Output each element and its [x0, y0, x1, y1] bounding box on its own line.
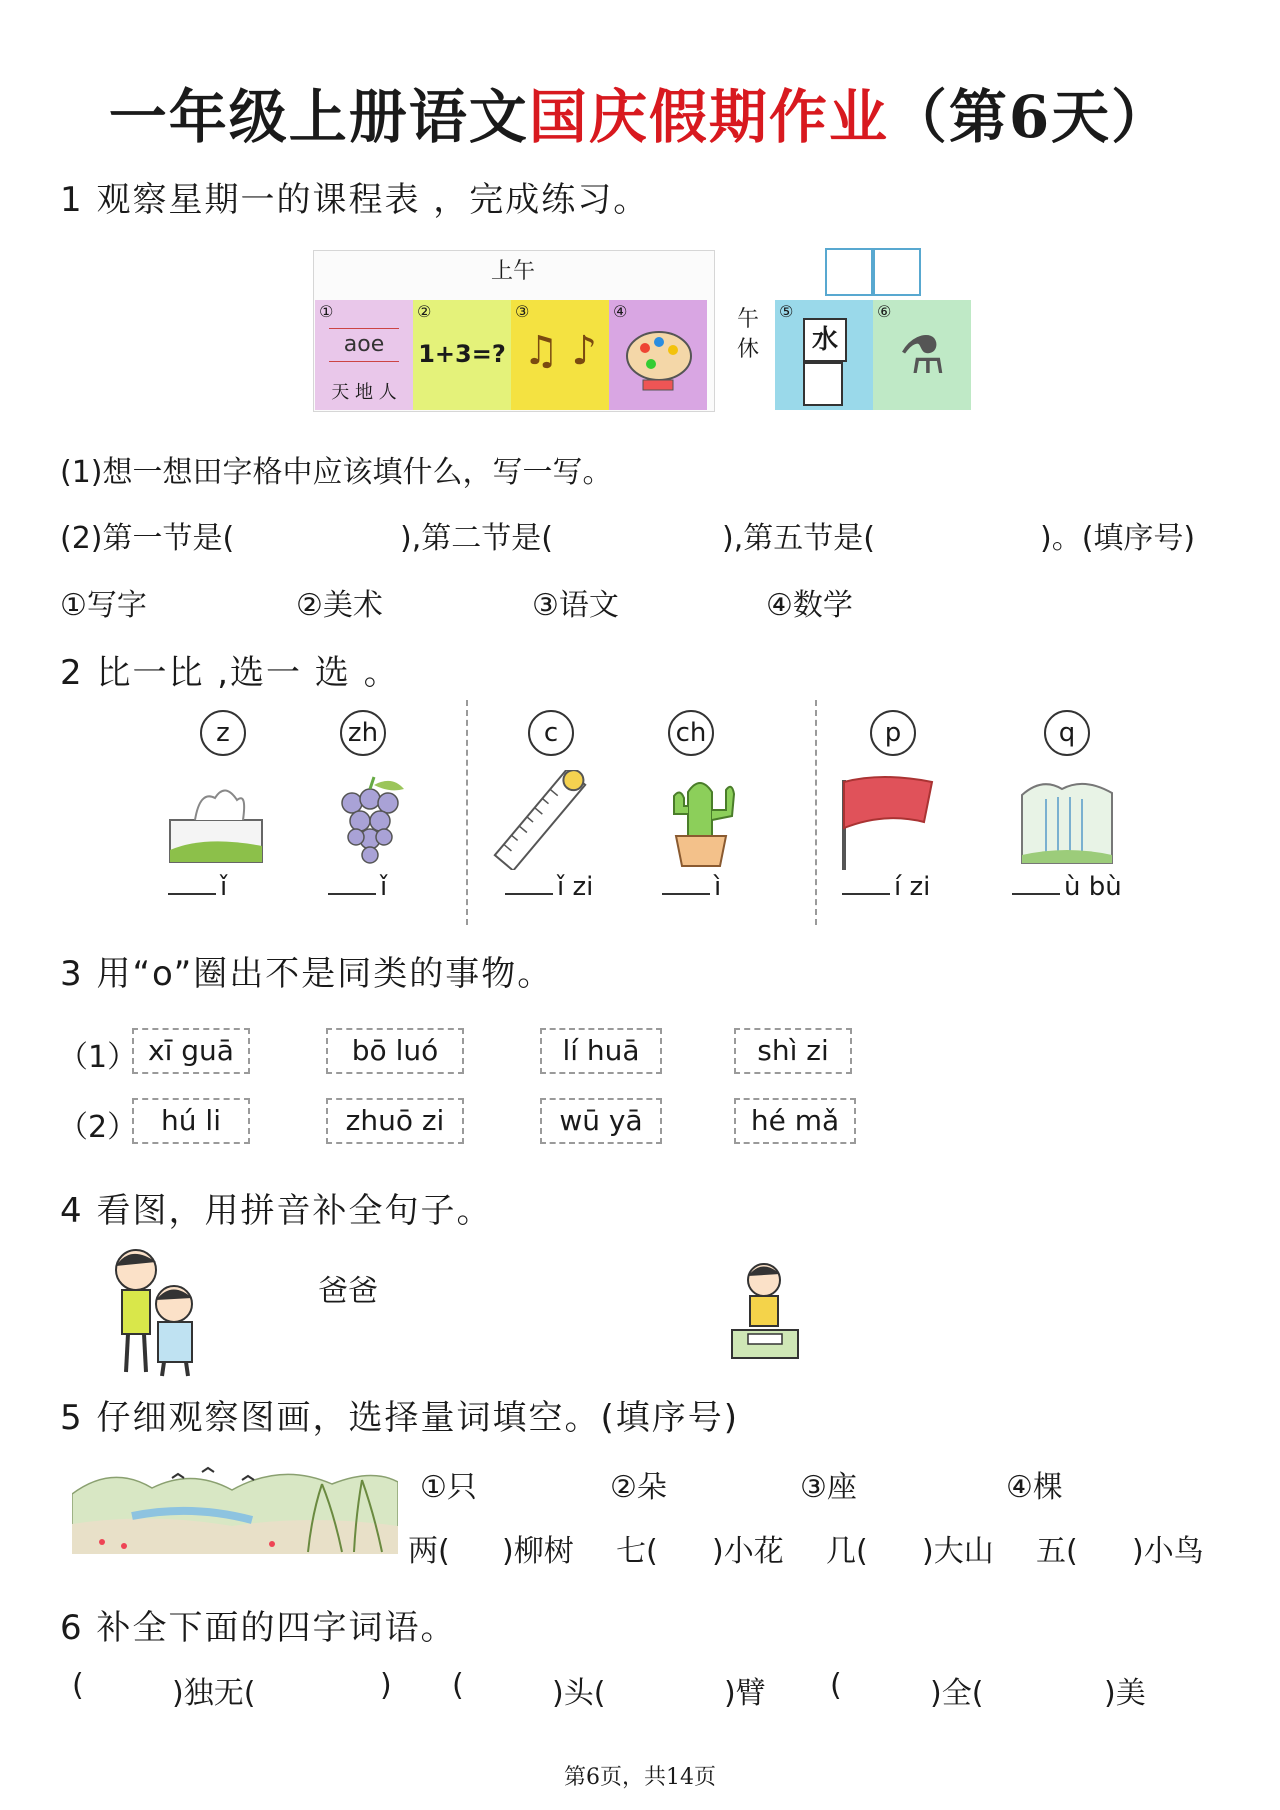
q6-item-2-b: )头(	[552, 1676, 606, 1711]
landscape-illustration	[72, 1454, 398, 1554]
music-note-icon: ♫ ♪	[522, 328, 598, 374]
pinyin-tail: í zi	[894, 872, 931, 902]
calligraphy-char: 水	[803, 318, 847, 362]
q5-heading: 5 仔细观察图画，选择量词填空。(填序号)	[60, 1398, 739, 1438]
letter-circle-p: p	[870, 710, 916, 756]
q6-item-3-b: )全(	[930, 1676, 984, 1711]
letter-circle-q: q	[1044, 710, 1090, 756]
cell-number: ⑥	[877, 302, 892, 321]
q2-heading: 2 比一比 ,选一 选 。	[60, 653, 400, 693]
pinyin-tail: ǐ	[380, 872, 388, 902]
q3-word-option[interactable]: wū yā	[540, 1098, 662, 1144]
q5-blank-2-pre: 七(	[616, 1534, 658, 1569]
tianzige-box-2[interactable]	[873, 248, 921, 296]
q1-sub2-part-d: )。(填序号)	[1040, 521, 1196, 556]
q5-blank-4-post: )小鸟	[1132, 1534, 1204, 1569]
q6-item-2-c: )臂	[724, 1676, 766, 1711]
grapes-icon	[330, 775, 410, 865]
q1-option-1: ①写字	[60, 588, 147, 623]
writing-grid-icon	[803, 362, 843, 406]
q2-blank-c[interactable]	[505, 872, 593, 902]
q3-row-1-label: （1）	[58, 1040, 138, 1075]
q1-sub2-part-b: ),第二节是(	[400, 521, 553, 556]
q5-option-1: ①只	[420, 1470, 477, 1505]
schedule-cell-4	[609, 300, 707, 410]
paint-palette-icon	[623, 322, 695, 402]
math-icon: 1+3=?	[418, 340, 506, 368]
q6-item-2-a: (	[452, 1668, 464, 1703]
q4-heading: 4 看图，用拼音补全句子。	[60, 1191, 493, 1231]
q2-blank-ch[interactable]	[662, 872, 721, 902]
boy-brushing-teeth-illustration	[728, 1258, 804, 1362]
page-title	[0, 70, 1280, 154]
q5-option-4: ④棵	[1006, 1470, 1063, 1505]
cell-number: ②	[417, 302, 432, 321]
pinyin-tail: ǐ zi	[557, 872, 594, 902]
q5-blank-1-pre: 两(	[408, 1534, 450, 1569]
q3-word-option[interactable]: shì zi	[734, 1028, 852, 1074]
q3-word-option[interactable]: bō luó	[326, 1028, 464, 1074]
q3-word-option[interactable]: zhuō zi	[326, 1098, 464, 1144]
ruler-icon	[490, 770, 590, 870]
schedule-cell-6	[873, 300, 971, 410]
schedule-cell-1	[315, 300, 413, 410]
q3-word-option[interactable]: hé mǎ	[734, 1098, 856, 1144]
q5-blank-2-post: )小花	[712, 1534, 784, 1569]
q5-blank-4-pre: 五(	[1036, 1534, 1078, 1569]
q4-sentence-start: 爸爸	[318, 1274, 378, 1309]
waterfall-icon	[1012, 775, 1122, 865]
cell-number: ⑤	[779, 302, 794, 321]
noon-break-label: 午休	[736, 307, 759, 362]
cell-number: ③	[515, 302, 530, 321]
schedule-cell-3	[511, 300, 609, 410]
haircut-illustration	[100, 1240, 220, 1380]
q1-heading: 1 观察星期一的课程表 ，完成练习。	[60, 180, 650, 220]
tissue-box-icon	[165, 780, 267, 866]
q1-sub2-part-c: ),第五节是(	[722, 521, 875, 556]
tianzige-box-1[interactable]	[825, 248, 873, 296]
beaker-icon: ⚗	[898, 326, 946, 386]
q5-blank-1-post: )柳树	[502, 1534, 574, 1569]
q5-option-3: ③座	[800, 1470, 857, 1505]
flag-icon	[832, 772, 942, 872]
q6-item-1-a: (	[72, 1668, 84, 1703]
cell-pinyin-text: aoe	[329, 328, 399, 362]
letter-circle-zh: zh	[340, 710, 386, 756]
q1-option-3: ③语文	[532, 588, 619, 623]
q3-word-option[interactable]: lí huā	[540, 1028, 662, 1074]
q5-blank-3-pre: 几(	[826, 1534, 868, 1569]
cell-number: ①	[319, 302, 334, 321]
q5-blank-3-post: )大山	[922, 1534, 994, 1569]
q3-word-option[interactable]: hú li	[132, 1098, 250, 1144]
pinyin-tail: ì	[714, 872, 722, 902]
cell-number: ④	[613, 302, 628, 321]
cactus-icon	[660, 770, 742, 870]
q3-heading: 3 用“o”圈出不是同类的事物。	[60, 954, 554, 994]
q2-blank-z[interactable]	[168, 872, 227, 902]
schedule-table	[313, 250, 971, 410]
cell-subtext: 天 地 人	[331, 382, 397, 403]
letter-circle-ch: ch	[668, 710, 714, 756]
pinyin-tail: ǐ	[220, 872, 228, 902]
q6-item-1-c: )	[380, 1668, 392, 1703]
q2-blank-zh[interactable]	[328, 872, 387, 902]
letter-circle-c: c	[528, 710, 574, 756]
schedule-cell-5	[775, 300, 873, 410]
morning-label: 上午	[490, 259, 535, 284]
q5-option-2: ②朵	[610, 1470, 667, 1505]
q2-blank-p[interactable]	[842, 872, 930, 902]
q6-item-3-a: (	[830, 1668, 842, 1703]
q1-sub2-part-a: (2)第一节是(	[60, 521, 235, 556]
page-number: 第6页，共14页	[564, 1765, 716, 1790]
q1-sub1: (1)想一想田字格中应该填什么，写一写。	[60, 455, 613, 490]
q2-blank-q[interactable]	[1012, 872, 1122, 902]
q1-option-2: ②美术	[296, 588, 383, 623]
q6-heading: 6 补全下面的四字词语。	[60, 1608, 457, 1648]
divider	[815, 700, 817, 925]
pinyin-tail: ù bù	[1064, 872, 1122, 902]
q6-item-3-c: )美	[1104, 1676, 1146, 1711]
q6-item-1-b: )独无(	[172, 1676, 256, 1711]
q3-row-2-label: （2）	[58, 1110, 138, 1145]
letter-circle-z: z	[200, 710, 246, 756]
q1-option-4: ④数学	[766, 588, 853, 623]
title-day: （第6天）	[888, 83, 1172, 151]
divider	[466, 700, 468, 925]
schedule-cell-2	[413, 300, 511, 410]
title-grade: 一年级上册语文	[108, 83, 529, 151]
title-homework: 国庆假期作业	[528, 83, 889, 151]
q3-word-option[interactable]: xī guā	[132, 1028, 250, 1074]
